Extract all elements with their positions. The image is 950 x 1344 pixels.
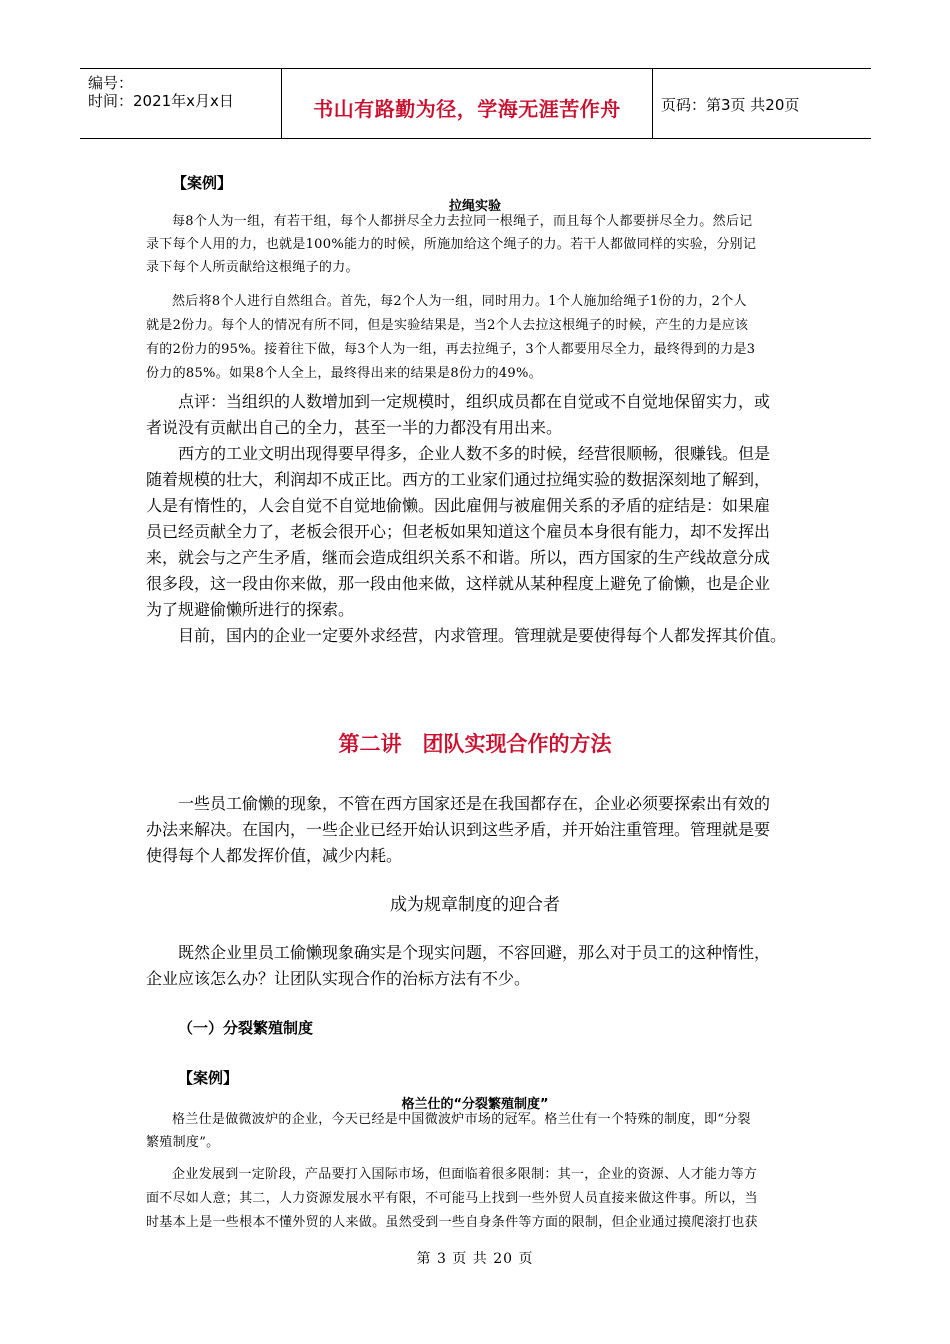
- body-paragraph-line: 企业应该怎么办？让团队实现合作的治标方法有不少。: [146, 969, 531, 988]
- case-paragraph-line: 录下每个人所贡献给这根绳子的力。: [146, 260, 359, 275]
- header-motto-cell: [282, 69, 653, 138]
- case-paragraph: 格兰仕是做微波炉的企业，今天已经是中国微波炉市场的冠军。格兰仕有一个特殊的制度，即“分裂: [172, 1112, 751, 1127]
- header-meta-cell: [80, 69, 282, 138]
- body-paragraph-line: 来，就会与之产生矛盾，继而会造成组织关系不和谐。所以，西方国家的生产线故意分成: [146, 548, 771, 567]
- number-label: 编号：: [88, 74, 134, 92]
- body-paragraph: 西方的工业文明出现得要早得多，企业人数不多的时候，经营很顺畅，很赚钱。但是: [178, 444, 771, 463]
- body-paragraph-line: 为了规避偷懒所进行的探索。: [146, 600, 355, 619]
- body-paragraph: 既然企业里员工偷懒现象确实是个现实问题，不容回避，那么对于员工的这种惰性，: [178, 943, 771, 962]
- page-number-label: 页码：第3页 共20页: [661, 96, 800, 114]
- body-paragraph: 一些员工偷懒的现象，不管在西方国家还是在我国都存在，企业必须要探索出有效的: [178, 794, 771, 813]
- lecture-title: 第二讲 团队实现合作的方法: [338, 732, 612, 756]
- comment-paragraph: 点评：当组织的人数增加到一定规模时，组织成员都在自觉或不自觉地保留实力，或: [178, 392, 771, 411]
- case-paragraph-line: 有的2份力的95%。接着往下做，每3个人为一组，再去拉绳子，3个人都要用尽全力，最终得到的力是3: [146, 342, 756, 357]
- body-paragraph-line: 员已经贡献全力了，老板会很开心；但老板如果知道这个雇员本身很有能力，却不发挥出: [146, 522, 771, 541]
- body-paragraph-line: 人是有惰性的，人会自觉不自觉地偷懒。因此雇佣与被雇佣关系的矛盾的症结是：如果雇: [146, 496, 771, 515]
- case-paragraph-line: 份力的85%。如果8个人全上，最终得出来的结果是8份力的49%。: [146, 366, 542, 381]
- header-page-cell: [653, 69, 871, 138]
- date-label: 时间：2021年x月x日: [88, 92, 234, 110]
- page-footer: 第 3 页 共 20 页: [416, 1251, 534, 1267]
- case-paragraph-line: 录下每个人用的力，也就是100%能力的时候，所施加给这个绳子的力。若干人都做同样的实验，分别记: [146, 237, 757, 252]
- body-paragraph-line: 很多段，这一段由你来做，那一段由他来做，这样就从某种程度上避免了偷懒，也是企业: [146, 574, 771, 593]
- case-paragraph-line: 就是2份力。每个人的情况有所不同，但是实验结果是，当2个人去拉这根绳子的时候，产生的力是应该: [146, 318, 749, 333]
- case-title: 格兰仕的“分裂繁殖制度”: [401, 1097, 549, 1112]
- section-subtitle: 成为规章制度的迎合者: [390, 895, 560, 915]
- case-tag: 【案例】: [178, 1069, 239, 1087]
- case-paragraph: 然后将8个人进行自然组合。首先，每2个人为一组，同时用力。1个人施加给绳子1份的力，2个人: [172, 294, 747, 309]
- body-paragraph: 目前，国内的企业一定要外求经营，内求管理。管理就是要使得每个人都发挥其价值。: [178, 626, 787, 645]
- case-paragraph-line: 繁殖制度”。: [146, 1135, 220, 1150]
- case-title: 拉绳实验: [448, 199, 501, 214]
- comment-paragraph-line: 者说没有贡献出自己的全力，甚至一半的力都没有用出来。: [146, 418, 563, 437]
- case-paragraph: 每8个人为一组，有若干组，每个人都拼尽全力去拉同一根绳子，而且每个人都要拼尽全力。然后记: [172, 214, 753, 229]
- body-paragraph-line: 使得每个人都发挥价值，减少内耗。: [146, 846, 403, 865]
- case-paragraph: 企业发展到一定阶段，产品要打入国际市场，但面临着很多限制：其一，企业的资源、人才能力等方: [172, 1167, 758, 1182]
- case-paragraph-line: 时基本上是一些根本不懂外贸的人来做。虽然受到一些自身条件等方面的限制，但企业通过摸爬滚打也获: [146, 1215, 758, 1230]
- body-paragraph-line: 随着规模的壮大，利润却不成正比。西方的工业家们通过拉绳实验的数据深刻地了解到，: [146, 470, 771, 489]
- body-paragraph-line: 办法来解决。在国内，一些企业已经开始认识到这些矛盾，并开始注重管理。管理就是要: [146, 820, 771, 839]
- motto: 书山有路勤为径，学海无涯苦作舟: [313, 97, 621, 121]
- page-header: [80, 68, 871, 139]
- case-paragraph-line: 面不尽如人意；其二，人力资源发展水平有限，不可能马上找到一些外贸人员直接来做这件事。所以，当: [146, 1191, 758, 1206]
- case-tag: 【案例】: [172, 174, 233, 192]
- section-heading: （一）分裂繁殖制度: [178, 1019, 314, 1037]
